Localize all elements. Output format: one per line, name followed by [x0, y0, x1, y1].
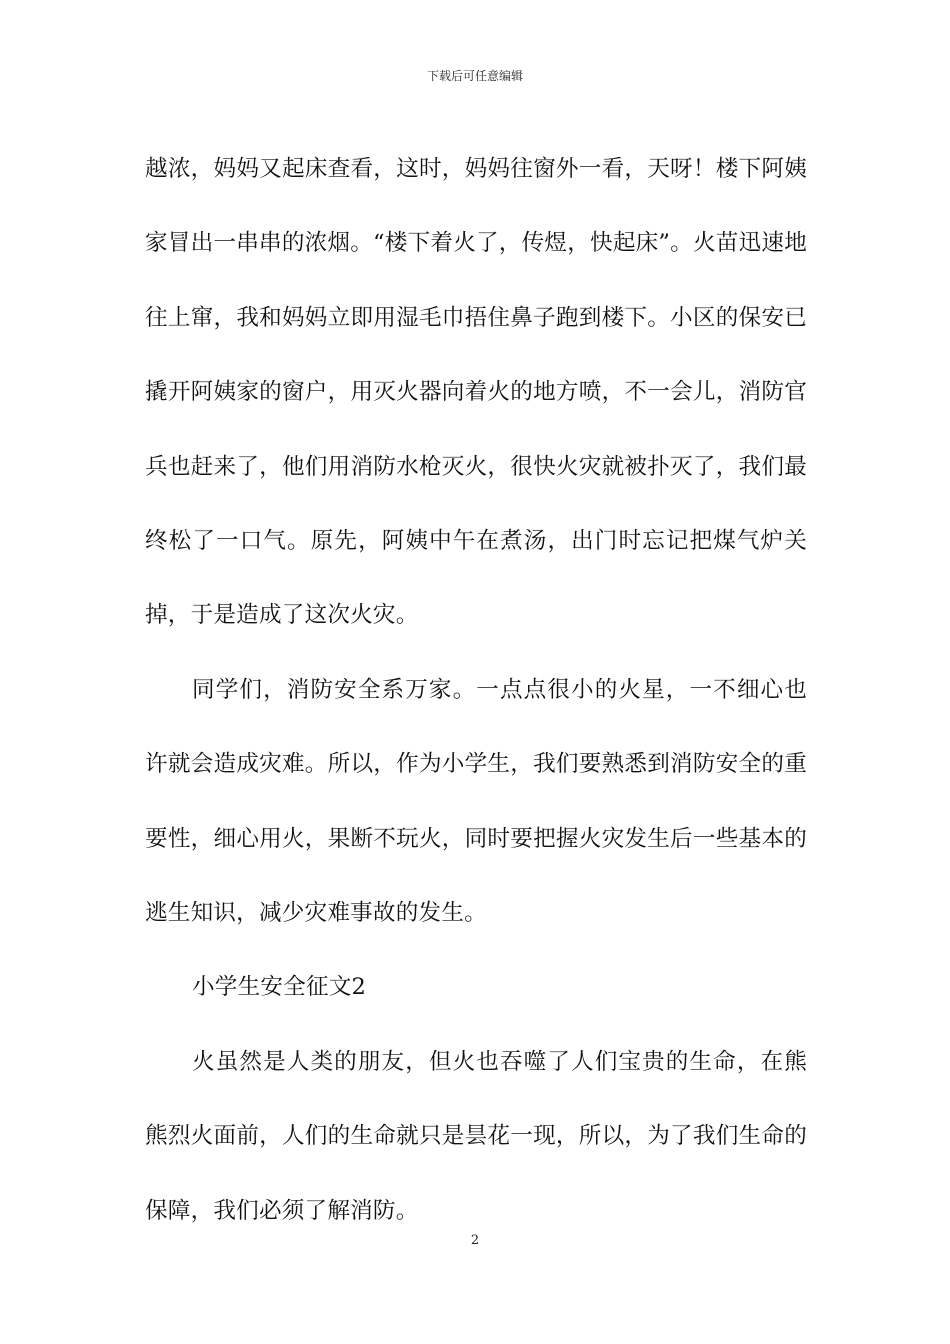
paragraph-continuation: 越浓，妈妈又起床查看，这时，妈妈往窗外一看，天呀！楼下阿姨家冒出一串串的浓烟。“楼下着火了，传煜，快起床”。火苗迅速地往上窜，我和妈妈立即用湿毛巾捂住鼻子跑到楼下。小区的保安已撬开阿姨家的窗户，用灭火器向着火的地方喷，不一会儿，消防官兵也赶来了，他们用消防水枪灭火，很快火灾就被扑灭了，我们最终松了一口气。原先，阿姨中午在煮汤，出门时忘记把煤气炉关掉，于是造成了这次火灾。	[145, 156, 807, 629]
document-body	[145, 132, 807, 1248]
paragraph-intro: 火虽然是人类的朋友，但火也吞噬了人们宝贵的生命，在熊熊烈火面前，人们的生命就只是昙花一现，所以，为了我们生命的保障，我们必须了解消防。	[145, 1048, 807, 1224]
page-header: 下载后可任意编辑	[426, 69, 523, 83]
page-number: 2	[470, 1233, 480, 1248]
paragraph-conclusion: 同学们，消防安全系万家。一点点很小的火星，一不细心也许就会造成灾难。所以，作为小学生，我们要熟悉到消防安全的重要性，细心用火，果断不玩火，同时要把握火灾发生后一些基本的逃生知识，减少灾难事故的发生。	[145, 676, 807, 927]
essay-heading: 小学生安全征文2	[192, 974, 367, 1001]
